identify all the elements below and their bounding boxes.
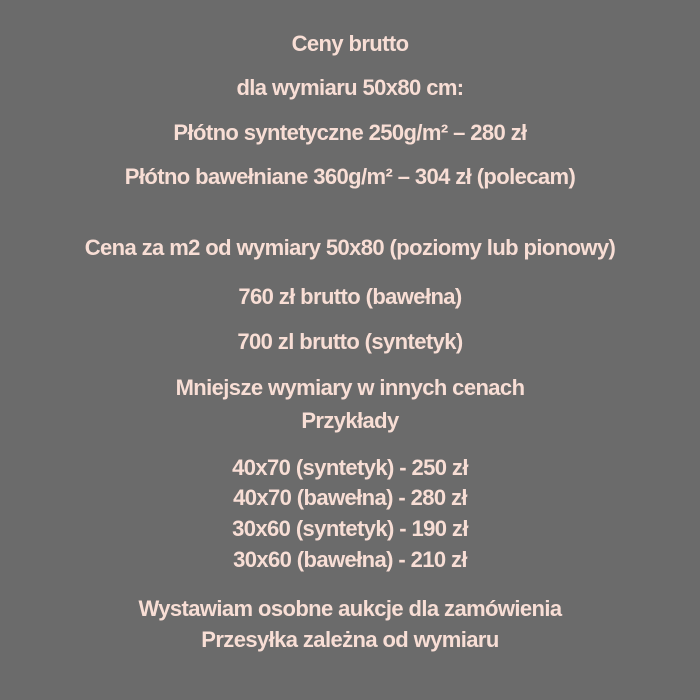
heading-title: Ceny brutto bbox=[291, 31, 409, 56]
examples-label: Przykłady bbox=[301, 408, 399, 433]
footer-shipping-note: Przesyłka zależna od wymiaru bbox=[201, 627, 499, 652]
per-m2-synthetic: 700 zl brutto (syntetyk) bbox=[237, 329, 463, 354]
example-item: 30x60 (bawełna) - 210 zł bbox=[233, 547, 467, 572]
heading-subtitle: dla wymiaru 50x80 cm: bbox=[236, 75, 464, 100]
price-cotton-50x80: Płótno bawełniane 360g/m² – 304 zł (polecam) bbox=[124, 164, 576, 189]
smaller-sizes-title: Mniejsze wymiary w innych cenach bbox=[175, 375, 525, 400]
per-m2-title: Cena za m2 od wymiary 50x80 (poziomy lub pionowy) bbox=[84, 235, 616, 260]
per-m2-cotton: 760 zł brutto (bawełna) bbox=[238, 284, 462, 309]
example-item: 30x60 (syntetyk) - 190 zł bbox=[232, 516, 468, 541]
example-item: 40x70 (syntetyk) - 250 zł bbox=[232, 455, 468, 480]
price-synthetic-50x80: Płótno syntetyczne 250g/m² – 280 zł bbox=[173, 120, 527, 145]
example-item: 40x70 (bawełna) - 280 zł bbox=[233, 485, 467, 510]
footer-auction-note: Wystawiam osobne aukcje dla zamówienia bbox=[138, 596, 562, 621]
